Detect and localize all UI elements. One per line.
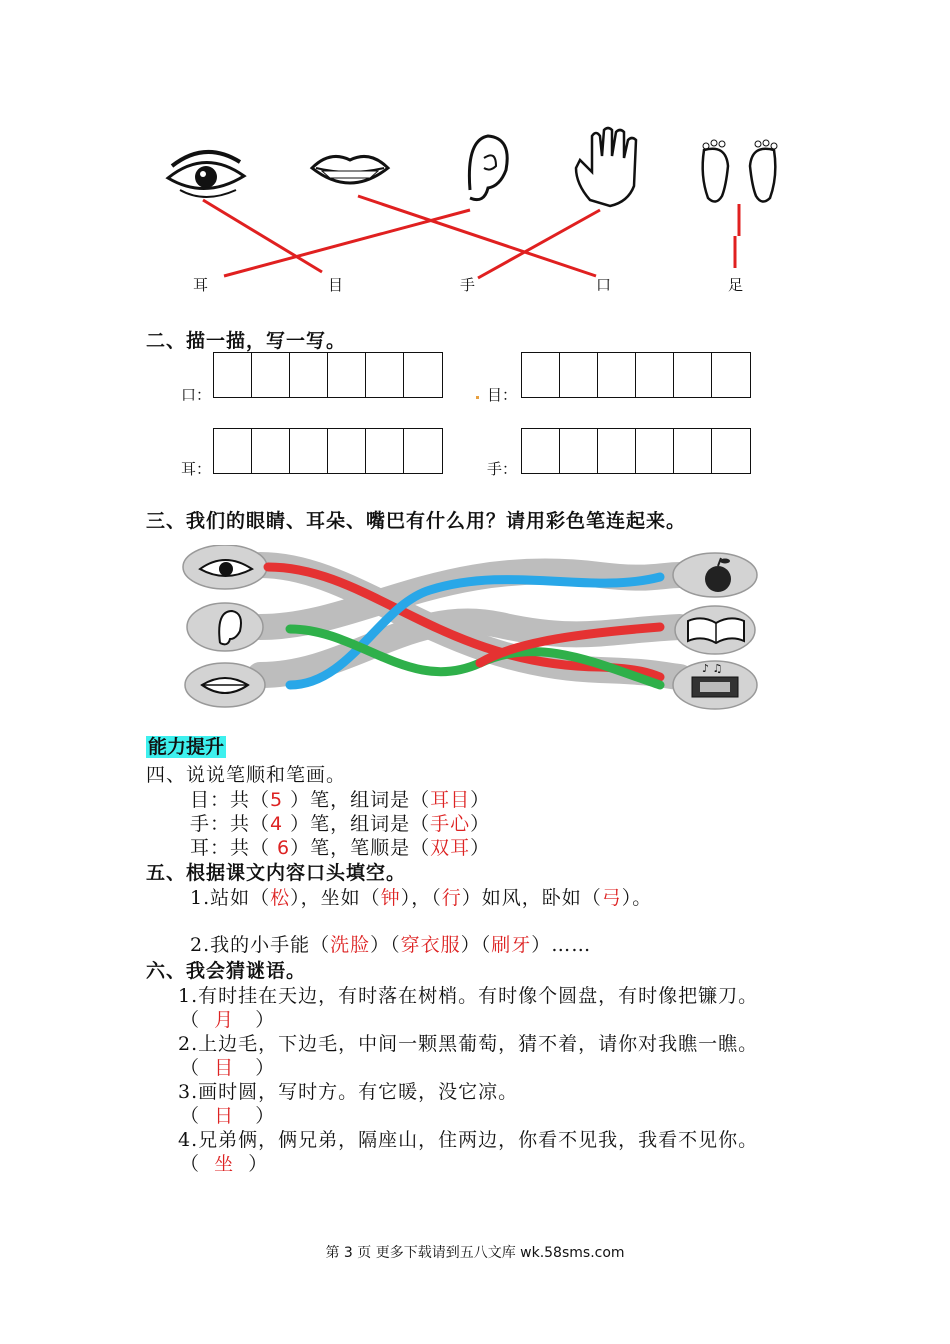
matching-section	[0, 0, 950, 310]
answer-count: 4	[270, 813, 284, 835]
answer-word: 双耳	[430, 837, 471, 859]
senses-illustration	[180, 545, 764, 713]
writing-grid-kou[interactable]	[213, 352, 443, 398]
riddle-4-answer: （ 坐 ）	[180, 1153, 269, 1175]
label-er: 耳	[193, 276, 209, 294]
riddle-3-answer: （ 日 ）	[180, 1105, 276, 1127]
matching-illustration	[0, 0, 950, 310]
answer: 日	[214, 1105, 235, 1127]
svg-text:♪ ♫: ♪ ♫	[702, 662, 723, 675]
writing-grid-shou[interactable]	[521, 428, 751, 474]
answer: 弓	[601, 887, 622, 909]
matching-lines	[203, 196, 739, 278]
riddle-1: 1.有时挂在天边，有时落在树梢。有时像个圆盘，有时像把镰刀。	[178, 985, 759, 1007]
answer: 刷牙	[491, 934, 532, 956]
ability-badge	[146, 732, 226, 759]
stroke-line-er: 耳：共（ 6）笔，笔顺是（双耳）	[190, 837, 491, 859]
ear-icon	[469, 136, 507, 200]
section4-title: 四、说说笔顺和笔画。	[146, 764, 347, 786]
answer: 行	[441, 887, 462, 909]
grid-label-shou: 手：	[487, 460, 518, 478]
label-zu: 足	[728, 276, 744, 294]
fill-line-1: 1.站如（松），坐如（钟），（行）如风，卧如（弓）。	[190, 887, 653, 909]
line-eye-to-mu	[203, 200, 322, 272]
fill-line-2: 2.我的小手能（洗脸）（穿衣服）（刷牙）……	[190, 934, 592, 956]
section5-title: 五、根据课文内容口头填空。	[146, 862, 407, 884]
book-icon	[688, 618, 744, 643]
answer: 穿衣服	[400, 934, 461, 956]
stroke-line-shou: 手：共（4 ）笔，组词是（手心）	[190, 813, 491, 835]
grid-label-kou: 口：	[181, 386, 212, 404]
page-footer: 第 3 页 更多下载请到五八文库 wk.58sms.com	[325, 1245, 625, 1261]
grid-label-mu: 目：	[487, 386, 518, 404]
answer-count: 5	[270, 789, 284, 811]
writing-grid-mu[interactable]	[521, 352, 751, 398]
answer: 坐	[214, 1153, 235, 1175]
line-mouth-to-kou	[358, 196, 596, 276]
ability-badge-text: 能力提升	[148, 736, 225, 758]
answer: 月	[214, 1009, 235, 1031]
feet-icon	[703, 140, 777, 202]
answer: 目	[214, 1057, 235, 1079]
hand-icon	[576, 128, 636, 206]
answer: 钟	[380, 887, 401, 909]
answer: 洗脸	[330, 934, 371, 956]
label-mu: 目	[328, 276, 344, 294]
stroke-line-mu: 目：共（5 ）笔，组词是（耳目）	[190, 789, 491, 811]
answer-word: 手心	[430, 813, 471, 835]
orange-dot	[476, 396, 479, 399]
writing-grid-er[interactable]	[213, 428, 443, 474]
section2-title: 二、描一描，写一写。	[146, 330, 347, 352]
section6-title: 六、我会猜谜语。	[146, 960, 307, 982]
riddle-4: 4.兄弟俩，俩兄弟，隔座山，住两边，你看不见我，我看不见你。	[178, 1129, 759, 1151]
section3-title: 三、我们的眼睛、耳朵、嘴巴有什么用？请用彩色笔连起来。	[146, 510, 687, 532]
label-kou: 口	[596, 276, 612, 294]
answer-word: 耳目	[430, 789, 471, 811]
riddle-1-answer: （ 月 ）	[180, 1009, 276, 1031]
mouth-icon	[312, 156, 388, 183]
answer: 松	[270, 887, 291, 909]
eye-icon	[168, 152, 244, 197]
grid-label-er: 耳：	[181, 460, 212, 478]
answer-count: 6	[277, 837, 291, 859]
line-ear-to-er	[224, 210, 470, 276]
riddle-2-answer: （ 目 ）	[180, 1057, 276, 1079]
label-shou: 手	[460, 276, 476, 294]
riddle-2: 2.上边毛，下边毛，中间一颗黑葡萄，猜不着，请你对我瞧一瞧。	[178, 1033, 759, 1055]
riddle-3: 3.画时圆，写时方。有它暖，没它凉。	[178, 1081, 519, 1103]
